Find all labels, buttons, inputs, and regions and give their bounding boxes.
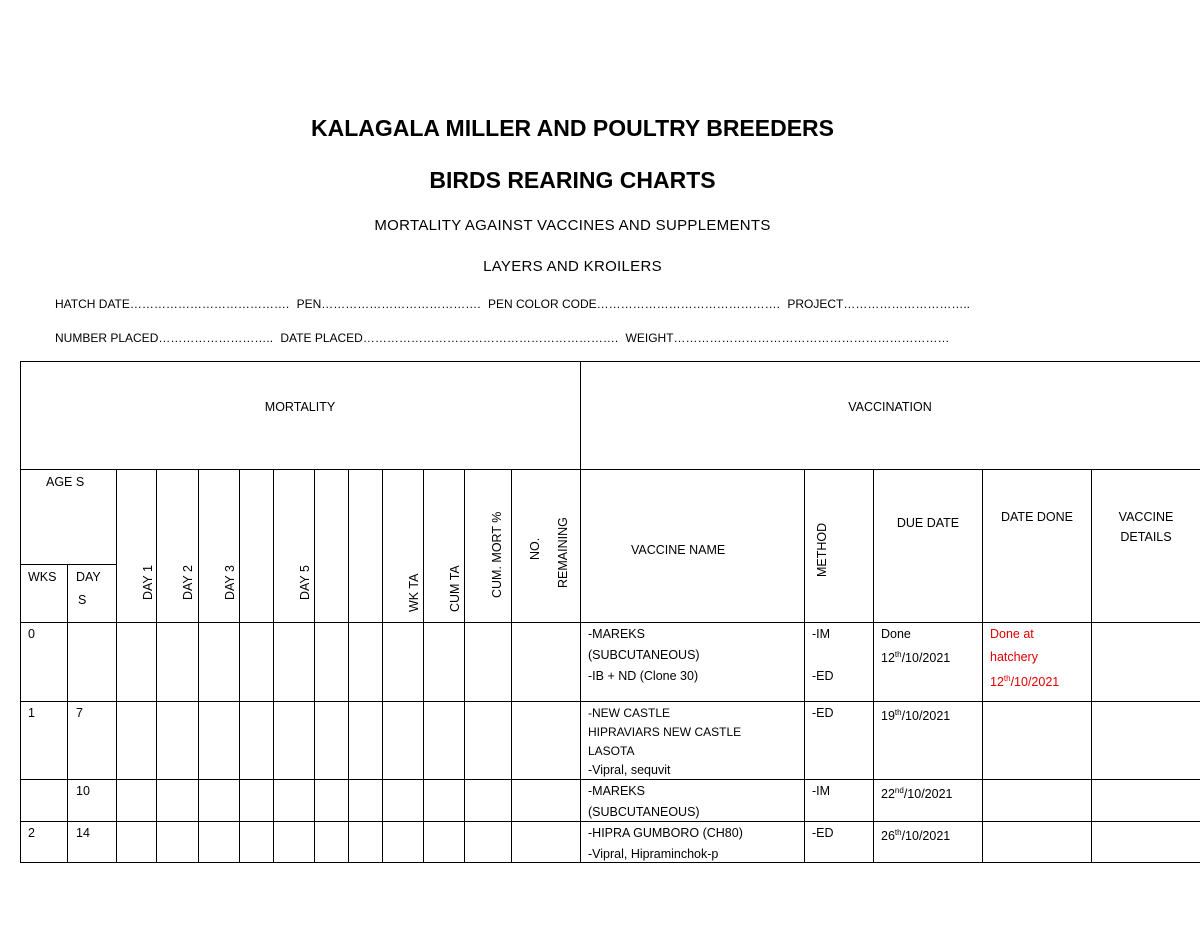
due-date-header: DUE DATE	[896, 516, 960, 530]
row-0-vaccine-1: -MAREKS	[588, 627, 645, 641]
row-0-done-3: 12th/10/2021	[990, 674, 1060, 690]
row-1-days: 7	[76, 706, 83, 720]
row-2-days: 10	[76, 784, 90, 798]
date-placed-field[interactable]: DATE PLACED……………………………………………………….	[280, 331, 619, 345]
field-line-1	[55, 297, 974, 311]
day-3-header: DAY 3	[223, 565, 237, 600]
vaccine-details-header-2: DETAILS	[1120, 530, 1172, 544]
field-line-2	[55, 331, 954, 345]
row-1-wks: 1	[28, 706, 35, 720]
days-header-s: S	[78, 593, 87, 607]
age-header: AGE S	[46, 475, 85, 489]
category-title: LAYERS AND KROILERS	[483, 258, 662, 275]
no-remaining-header-1: NO.	[528, 537, 542, 560]
row-3-days: 14	[76, 826, 90, 840]
row-0-done-1: Done at	[990, 627, 1034, 641]
weight-field[interactable]: WEIGHT……………………………………………………………	[625, 331, 950, 345]
row-3-wks: 2	[28, 826, 35, 840]
row-1-vaccine-4: -Vipral, sequvit	[588, 763, 671, 777]
date-done-header: DATE DONE	[1001, 510, 1073, 524]
row-3-vaccine-2: -Vipral, Hipraminchok-p	[588, 847, 719, 861]
row-2-due: 22nd/10/2021	[881, 786, 953, 802]
row-2-vaccine-1: -MAREKS	[588, 784, 645, 798]
row-0-vaccine-3: -IB + ND (Clone 30)	[588, 669, 699, 683]
day-5-header: DAY 5	[298, 565, 312, 600]
row-3-due: 26th/10/2021	[881, 828, 951, 844]
mortality-header: MORTALITY	[264, 400, 336, 414]
row-1-vaccine-2: HIPRAVIARS NEW CASTLE	[588, 725, 742, 739]
project-field[interactable]: PROJECT…………………………..	[787, 297, 970, 311]
vaccination-header: VACCINATION	[848, 400, 932, 414]
vaccine-name-header: VACCINE NAME	[631, 543, 726, 557]
vaccine-details-header: VACCINE	[1118, 510, 1174, 524]
row-0-wks: 0	[28, 627, 35, 641]
hatch-date-field[interactable]: HATCH DATE………………………………….	[55, 297, 290, 311]
row-0-due-1: Done	[881, 627, 911, 641]
company-title: KALAGALA MILLER AND POULTRY BREEDERS	[310, 115, 835, 141]
row-2-vaccine-2: (SUBCUTANEOUS)	[588, 805, 700, 819]
row-1-vaccine-3: LASOTA	[588, 744, 635, 758]
pen-color-code-field[interactable]: PEN COLOR CODE……………………………………….	[487, 297, 780, 311]
wk-total-header: WK TA	[407, 573, 421, 612]
day-2-header: DAY 2	[181, 565, 195, 600]
row-0-vaccine-2: (SUBCUTANEOUS)	[588, 648, 700, 662]
number-placed-field[interactable]: NUMBER PLACED………………………..	[55, 331, 274, 345]
no-remaining-header-2: REMAINING	[556, 517, 570, 588]
row-0-due-2: 12th/10/2021	[881, 650, 951, 666]
cum-mort-header: CUM. MORT %	[490, 511, 504, 598]
day-1-header: DAY 1	[141, 565, 155, 600]
row-1-due: 19th/10/2021	[881, 708, 951, 724]
row-0-method-3: -ED	[812, 669, 834, 683]
row-1-vaccine-1: -NEW CASTLE	[588, 706, 671, 720]
days-header: DAY	[76, 570, 101, 584]
method-header: METHOD	[815, 522, 829, 577]
chart-title: BIRDS REARING CHARTS	[429, 167, 716, 193]
pen-field[interactable]: PEN………………………………….	[296, 297, 481, 311]
row-0-method-1: -IM	[812, 627, 831, 641]
cum-total-header: CUM TA	[448, 565, 462, 612]
row-2-method: -IM	[812, 784, 831, 798]
row-0-done-2: hatchery	[990, 650, 1038, 664]
wks-header: WKS	[28, 570, 57, 584]
subtitle: MORTALITY AGAINST VACCINES AND SUPPLEMENTS	[374, 217, 771, 234]
row-3-method: -ED	[812, 826, 834, 840]
row-1-method: -ED	[812, 706, 834, 720]
row-3-vaccine-1: -HIPRA GUMBORO (CH80)	[588, 826, 743, 840]
